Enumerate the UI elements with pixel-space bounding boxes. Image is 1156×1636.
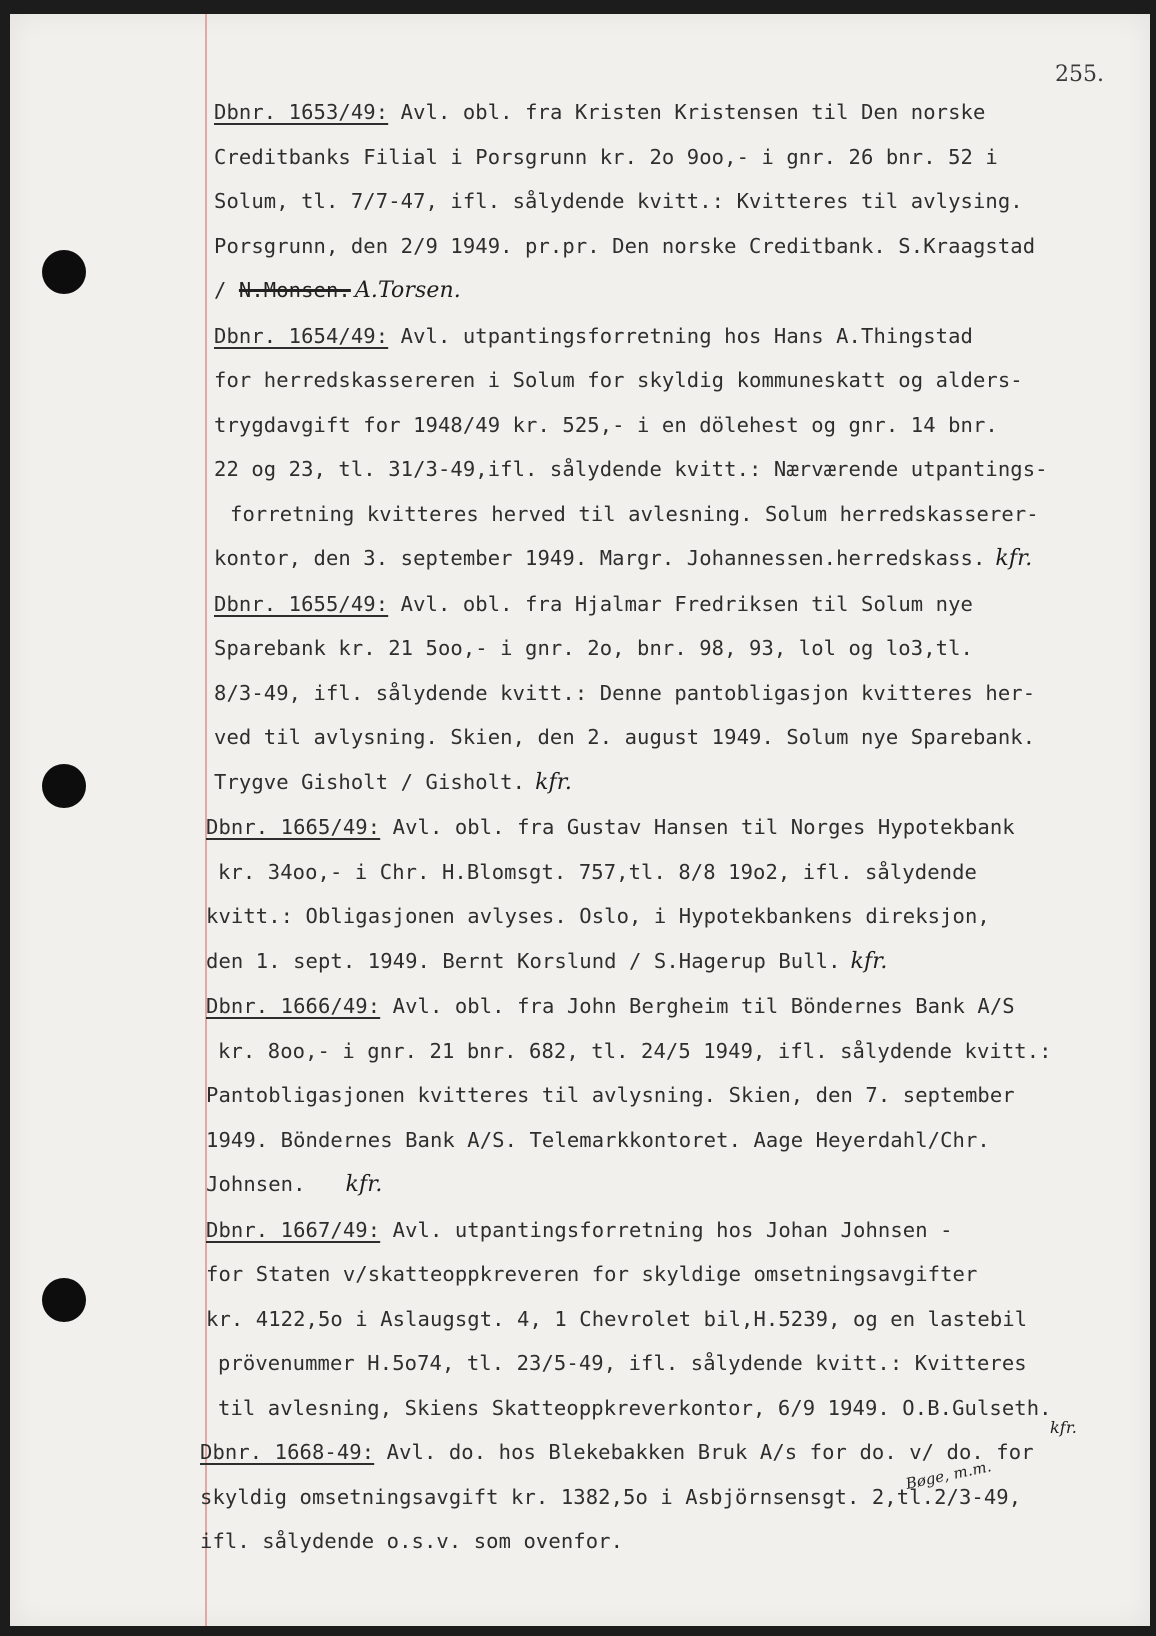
struck-signature: N.Monsen. <box>238 278 351 302</box>
entry-line: 8/3-49, ifl. sålydende kvitt.: Denne pantobligasjon kvitteres her- <box>214 680 1036 705</box>
entry-ref: Dbnr. 1666/49: <box>206 994 381 1018</box>
entries <box>200 90 1100 1564</box>
entry-line: trygdavgift for 1948/49 kr. 525,- i en dölehest og gnr. 14 bnr. <box>214 412 998 437</box>
entry-first-line <box>200 805 1100 850</box>
entry-line: 1949. Böndernes Bank A/S. Telemarkkontoret. Aage Heyerdahl/Chr. <box>206 1127 990 1152</box>
entry-1654 <box>200 314 1100 582</box>
entry-first-line <box>200 90 1100 135</box>
entry-text: Avl. do. hos Blekebakken Bruk A/s for do. v/ do. for <box>374 1440 1034 1464</box>
entry-line: forretning kvitteres herved til avlesning. Solum herredskasserer- <box>230 501 1039 526</box>
page-number: 255. <box>1055 62 1104 87</box>
handwritten-signature: A.Torsen. <box>354 278 461 303</box>
entry-ref: Dbnr. 1667/49: <box>206 1217 381 1242</box>
entry-line: for herredskassereren i Solum for skyldig kommuneskatt og alders- <box>214 368 1023 392</box>
entry-last-line: til avlesning, Skiens Skatteoppkreverkontor, 6/9 1949. O.B.Gulseth. <box>218 1395 1052 1420</box>
entry-last-line: den 1. sept. 1949. Bernt Korslund / S.Hagerup Bull. kfr. <box>206 948 888 974</box>
entry-first-line <box>200 984 1100 1029</box>
entry-line: kr. 8oo,- i gnr. 21 bnr. 682, tl. 24/5 1949, ifl. sålydende kvitt.: <box>218 1038 1052 1063</box>
entry-line: kvitt.: Obligasjonen avlyses. Oslo, i Hypotekbankens direksjon, <box>206 904 990 928</box>
entry-text: Avl. utpantingsforretning hos Hans A.Thingstad <box>388 323 973 348</box>
entry-line: Sparebank kr. 21 5oo,- i gnr. 2o, bnr. 98, 93, lol og lo3,tl. <box>214 636 973 660</box>
entry-last-line: Trygve Gisholt / Gisholt. kfr. <box>214 769 573 795</box>
entry-line: Porsgrunn, den 2/9 1949. pr.pr. Den norske Creditbank. S.Kraagstad <box>214 233 1036 258</box>
entry-ref: Dbnr. 1654/49: <box>214 323 389 348</box>
entry-line: kr. 4122,5o i Aslaugsgt. 4, 1 Chevrolet bil,H.5239, og en lastebil <box>206 1306 1028 1331</box>
entry-line: prövenummer H.5o74, tl. 23/5-49, ifl. sålydende kvitt.: Kvitteres <box>218 1351 1027 1375</box>
entry-ref: Dbnr. 1653/49: <box>214 100 389 124</box>
entry-line: Solum, tl. 7/7-47, ifl. sålydende kvitt.: Kvitteres til avlysing. <box>214 189 1023 213</box>
entry-first-line <box>200 582 1100 627</box>
entry-last-line: kontor, den 3. september 1949. Margr. Johannessen.herredskass. kfr. <box>214 546 1033 571</box>
entry-signature-line: / N.Monsen. A.Torsen. <box>214 278 461 303</box>
handwritten-initials: kfr. <box>850 948 888 974</box>
handwritten-initials: kfr. <box>535 769 573 795</box>
entry-text: Avl. obl. fra Hjalmar Fredriksen til Solum nye <box>388 591 973 616</box>
entry-1653 <box>200 90 1100 314</box>
handwritten-initials: kfr. <box>1050 1418 1077 1437</box>
punch-hole-middle <box>42 764 86 808</box>
entry-ref: Dbnr. 1655/49: <box>214 591 389 616</box>
entry-line: ved til avlysning. Skien, den 2. august 1949. Solum nye Sparebank. <box>214 725 1036 749</box>
entry-text: Avl. obl. fra Gustav Hansen til Norges Hypotekbank <box>380 815 1015 839</box>
ledger-page <box>10 14 1150 1626</box>
entry-first-line <box>200 314 1100 359</box>
entry-1666 <box>200 984 1100 1208</box>
entry-line: 22 og 23, tl. 31/3-49,ifl. sålydende kvitt.: Nærværende utpantings- <box>214 457 1048 481</box>
entry-line: for Staten v/skatteoppkreveren for skyldige omsetningsavgifter <box>206 1262 978 1286</box>
entry-last-line: Johnsen. kfr. <box>206 1172 383 1197</box>
punch-hole-top <box>42 250 86 294</box>
entry-text: Avl. obl. fra John Bergheim til Böndernes Bank A/S <box>380 994 1015 1018</box>
handwritten-note: Bøge, m.m. <box>904 1456 993 1493</box>
entry-first-line <box>200 1208 1100 1253</box>
entry-last-line: ifl. sålydende o.s.v. som ovenfor. <box>200 1529 624 1553</box>
entry-1665 <box>200 805 1100 984</box>
handwritten-initials: kfr. <box>995 546 1033 571</box>
entry-ref: Dbnr. 1665/49: <box>206 815 381 839</box>
entry-text: Avl. utpantingsforretning hos Johan Johnsen - <box>380 1217 953 1242</box>
entry-1668 <box>200 1418 1100 1564</box>
entry-1667 <box>200 1208 1100 1431</box>
handwritten-initials: kfr. <box>345 1172 383 1197</box>
punch-hole-bottom <box>42 1278 86 1322</box>
entry-ref: Dbnr. 1668-49: <box>200 1440 375 1464</box>
entry-1655 <box>200 582 1100 806</box>
entry-line: Creditbanks Filial i Porsgrunn kr. 2o 9oo,- i gnr. 26 bnr. 52 i <box>214 144 998 169</box>
entry-line: kr. 34oo,- i Chr. H.Blomsgt. 757,tl. 8/8 19o2, ifl. sålydende <box>218 859 977 884</box>
entry-line: skyldig omsetningsavgift kr. 1382,5o i Asbjörnsensgt. 2,tl.2/3-49, Bøge, m.m. <box>200 1475 1100 1520</box>
entry-text: Avl. obl. fra Kristen Kristensen til Den norske <box>388 100 986 124</box>
entry-line: Pantobligasjonen kvitteres til avlysning. Skien, den 7. september <box>206 1083 1015 1107</box>
